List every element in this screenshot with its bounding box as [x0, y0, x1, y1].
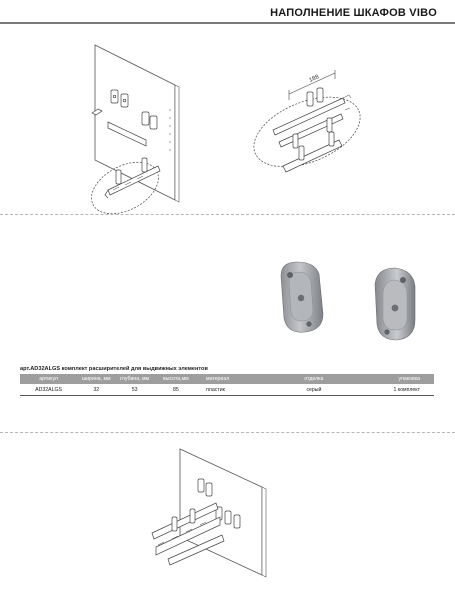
- table-row: [20, 384, 434, 396]
- header-rule: [0, 22, 455, 24]
- cell-height: 85: [154, 384, 198, 396]
- page-title: НАПОЛНЕНИЕ ШКАФОВ VIBO: [270, 7, 437, 19]
- section-divider: [0, 432, 455, 433]
- column-header: глубина, мм: [115, 374, 153, 384]
- cell-width: 32: [77, 384, 115, 396]
- cell-article: AD32ALGS: [20, 384, 77, 396]
- column-header: отделка: [276, 374, 353, 384]
- product-photo-front: [275, 258, 330, 336]
- mounting-illustration-1: [80, 40, 190, 205]
- cell-depth: 53: [115, 384, 153, 396]
- table-header-row: [20, 374, 434, 384]
- spec-table: [20, 374, 434, 396]
- column-header: упаковка: [352, 374, 434, 384]
- cell-packaging: 1 комплект: [352, 384, 434, 396]
- dimension-illustration: [255, 70, 365, 190]
- mounting-illustration-2: [150, 445, 275, 585]
- column-header: высота,мм: [154, 374, 198, 384]
- product-photo-angle: [365, 262, 423, 344]
- dimension-label: 188: [308, 74, 320, 84]
- column-header: материал: [198, 374, 276, 384]
- cell-finish: серый: [276, 384, 353, 396]
- product-caption: арт.AD32ALGS комплект расширителей для выдвижных элементов: [20, 366, 208, 372]
- section-divider: [0, 214, 455, 215]
- column-header: артикул: [20, 374, 77, 384]
- column-header: ширина, мм: [77, 374, 115, 384]
- cell-material: пластик: [198, 384, 276, 396]
